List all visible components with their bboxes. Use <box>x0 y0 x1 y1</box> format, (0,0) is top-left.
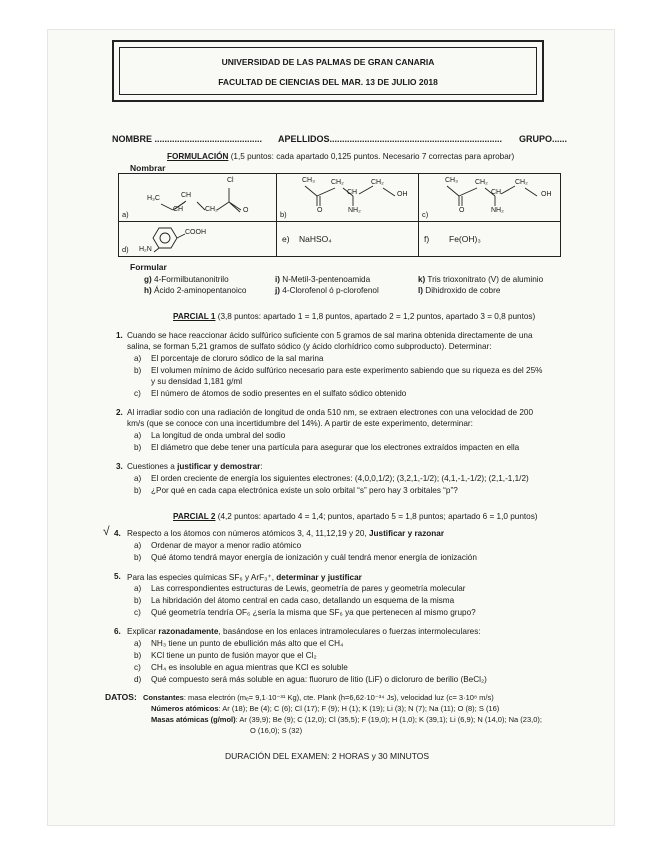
label-a: a) <box>122 210 129 219</box>
q1-b-line1: El volumen mínimo de ácido sulfúrico necesario para este experimento sabiendo que su riqueza es del 25% <box>151 366 543 375</box>
o-text-a: O <box>243 207 249 214</box>
constantes-label: Constantes <box>143 693 184 702</box>
formula-f: Fe(OH)₃ <box>449 234 481 244</box>
q6-stem <box>127 627 481 636</box>
datos-label: DATOS: <box>105 692 137 702</box>
q6-c: CH₄ es insoluble en agua mientras que KCl es soluble <box>151 663 348 672</box>
masas-text-2: O (16,0); S (32) <box>250 726 303 735</box>
q6-b: KCl tiene un punto de fusión mayor que el Cl₂ <box>151 651 317 660</box>
parcial1-title: PARCIAL 1 <box>173 312 216 321</box>
faculty-date: FACULTAD DE CIENCIAS DEL MAR. 13 DE JULIO 2018 <box>218 77 438 87</box>
label-b: b) <box>280 210 287 219</box>
item-h-id: h) <box>144 286 152 295</box>
formula-e: NaHSO₄ <box>299 234 332 244</box>
apellidos-field: APELLIDOS..................................................................... <box>278 134 503 144</box>
ch-text: CH <box>173 206 184 213</box>
exam-duration: DURACIÓN DEL EXAMEN: 2 HORAS y 30 MINUTOS <box>225 751 430 761</box>
q6-post: , basándose en los enlaces intramoleculares o fuerzas intermoleculares: <box>218 627 481 636</box>
q5-bold: determinar y justificar <box>276 573 362 582</box>
item-j-text: 4-Clorofenol ó p-clorofenol <box>282 286 379 295</box>
formulacion-title: FORMULACIÓN <box>167 152 229 161</box>
ch3-text-c: CH₃ <box>445 177 458 184</box>
q3-number: 3. <box>116 462 123 471</box>
cell-f <box>419 222 560 256</box>
masas-label: Masas atómicas (g/mol) <box>151 715 236 724</box>
q4-bold: Justificar y razonar <box>368 529 445 538</box>
q6-number: 6. <box>114 627 121 636</box>
q5-stem <box>127 572 362 582</box>
oh-text-b: OH <box>397 191 408 198</box>
nh2-text-b: NH₂ <box>348 207 361 214</box>
datos-numeros <box>151 704 499 713</box>
q4-number: 4. <box>114 529 121 538</box>
item-j-id: j) <box>275 286 281 295</box>
formulacion-desc: (1,5 puntos: cada apartado 0,125 puntos. Necesario 7 correctas para aprobar) <box>230 152 515 161</box>
ch3-text-b: CH₃ <box>302 177 315 184</box>
q1-a: El porcentaje de cloruro sódico de la sal marina <box>151 354 324 363</box>
formular-item-i <box>275 274 370 285</box>
formular-item-g <box>144 274 229 285</box>
university-name: UNIVERSIDAD DE LAS PALMAS DE GRAN CANARIA <box>221 57 435 67</box>
q2-number: 2. <box>116 408 123 417</box>
q1-c: El número de átomos de sodio presentes en el sulfato sódico obtenido <box>151 389 407 398</box>
ch-text-2: CH <box>181 192 192 199</box>
formular-item-k <box>418 274 543 285</box>
q2-a: La longitud de onda umbral del sodio <box>151 431 286 440</box>
formulacion-heading <box>167 151 514 162</box>
q5-c: Qué geometría tendría OF₆ ¿sería la misma que SF₆ ya que pertenecen al mismo grupo? <box>151 608 476 617</box>
q2-line1: Al irradiar sodio con una radiación de longitud de onda 510 nm, se extraen electrones con una velocidad de 200 <box>127 408 534 417</box>
nombre-field: NOMBRE ........................................... <box>112 134 263 144</box>
exam-header-box <box>112 40 544 102</box>
q6-pre: Explicar <box>127 627 159 636</box>
label-f: f) <box>424 234 430 244</box>
q1-line1: Cuando se hace reaccionar ácido sulfúrico suficiente con 5 gramos de sal marina obtenida directamente de una <box>127 331 533 340</box>
q6-a: NH₃ tiene un punto de ebullición más alto que el CH₄ <box>151 639 344 648</box>
cl-text: Cl <box>227 177 234 184</box>
h2n-text: H₂N <box>139 246 152 253</box>
o-text-c: O <box>459 207 465 214</box>
q4-a: Ordenar de mayor a menor radio atómico <box>151 541 302 550</box>
q3-a: El orden creciente de energía los siguientes electrones: (4,0,0,1/2); (3,2,1,-1/2); (4,1,-1,-1/2); (2,1,-1,1/2) <box>151 474 529 483</box>
item-g-id: g) <box>144 275 152 284</box>
structures-table <box>118 173 561 257</box>
nombrar-label: Nombrar <box>130 163 166 173</box>
label-d: d) <box>122 245 129 254</box>
nh2-text-c: NH₂ <box>491 207 504 214</box>
q3-post: : <box>260 462 263 471</box>
oh-text-c: OH <box>541 191 552 198</box>
q1-line2: salina, se forman 5,21 gramos de sulfato sódico (y ácido clorhídrico como subproducto). Determinar: <box>127 342 492 351</box>
formular-item-h <box>144 285 246 296</box>
q4-b: Qué átomo tendrá mayor energía de ionización y cuál tendrá menor energía de ionización <box>151 553 477 562</box>
label-c: c) <box>422 210 429 219</box>
q5-number: 5. <box>114 572 121 581</box>
q3-stem <box>127 462 263 471</box>
ch2-text-c2: CH₂ <box>515 179 528 186</box>
item-h-text: Ácido 2-aminopentanoico <box>154 286 247 295</box>
item-k-text: Tris trioxonitrato (V) de aluminio <box>427 275 544 284</box>
parcial1-heading <box>173 311 535 322</box>
q4-stem <box>127 529 444 538</box>
item-l-id: l) <box>418 286 424 295</box>
q1-b-line2: y su densidad 1,181 g/ml <box>151 377 243 386</box>
label-e: e) <box>282 234 290 244</box>
ch2-text-c: CH₂ <box>475 179 488 186</box>
q5-b: La hibridación del átomo central en cada caso, detallando un esquema de la misma <box>151 596 455 605</box>
q3-pre: Cuestiones a <box>127 462 178 471</box>
ch-text-c: CH <box>491 189 502 196</box>
q1-number: 1. <box>116 331 123 340</box>
grupo-field: GRUPO...... <box>519 134 568 144</box>
datos-constantes <box>143 693 494 702</box>
q6-d: Qué compuesto será más soluble en agua: fluoruro de litio (LiF) o dicloruro de berilio (BeCl₂) <box>151 675 487 684</box>
ch2-text-b2: CH₂ <box>371 179 384 186</box>
numeros-text: : Ar (18); Be (4); C (6); Cl (17); F (9); H (1); K (19); Li (3); N (7); Na (11); O (8); S (16) <box>218 704 500 713</box>
q5-a: Las correspondientes estructuras de Lewis, geometría de pares y geometría molecular <box>151 584 466 593</box>
item-l-text: Dihidroxido de cobre <box>425 286 501 295</box>
q6-bold: razonadamente <box>158 627 219 636</box>
masas-text-1: : Ar (39,9); Be (9); C (12,0); Cl (35,5); F (19,0); H (1,0); K (39,1); Li (6,9); N (14,0); Na (23,0); <box>235 715 542 724</box>
q4-pre: Respecto a los átomos con números atómicos 3, 4, 11,12,19 y 20, <box>127 529 369 538</box>
datos-masas <box>151 715 542 724</box>
q2-b: El diámetro que debe tener una partícula para asegurar que los electrones extraídos impacten en ella <box>151 443 520 452</box>
ch-text-b: CH <box>347 189 358 196</box>
formular-item-l <box>418 285 500 296</box>
parcial2-title: PARCIAL 2 <box>173 512 216 521</box>
ch2-text: CH₂ <box>205 206 218 213</box>
formular-label: Formular <box>130 262 167 272</box>
q2-line2: km/s (que se conoce con una incertidumbre del 14%). A partir de este experimento, determinar: <box>127 419 473 428</box>
numeros-label: Números atómicos <box>151 704 219 713</box>
h3c-text: H₃C <box>147 195 160 202</box>
q3-bold: justificar y demostrar <box>177 462 261 471</box>
item-k-id: k) <box>418 275 426 284</box>
parcial2-heading <box>173 511 538 522</box>
q5-pre: Para las especies químicas SF₆ y ArF₃⁺, <box>127 573 277 582</box>
handwritten-check-mark: √ <box>103 524 110 538</box>
parcial2-desc: (4,2 puntos: apartado 4 = 1,4; puntos, apartado 5 = 1,8 puntos; apartado 6 = 1,0 puntos) <box>217 512 538 521</box>
parcial1-desc: (3,8 puntos: apartado 1 = 1,8 puntos, apartado 2 = 1,2 puntos, apartado 3 = 0,8 puntos) <box>217 312 536 321</box>
item-i-id: i) <box>275 275 281 284</box>
item-g-text: 4-Formilbutanonitrilo <box>154 275 229 284</box>
o-text-b: O <box>317 207 323 214</box>
ch2-text-b: CH₂ <box>331 179 344 186</box>
item-i-text: N-Metil-3-pentenoamida <box>282 275 371 284</box>
formular-item-j <box>275 285 379 296</box>
constantes-text: : masa electrón (mₑ= 9,1·10⁻³¹ Kg), cte. Plank (h=6,62·10⁻³⁴ Js), velocidad luz (c= 3·10⁸ m/s) <box>183 693 494 702</box>
q3-b: ¿Por qué en cada capa electrónica existe un solo orbital “s” pero hay 3 orbitales “p”? <box>151 486 458 495</box>
cooh-text: COOH <box>185 229 206 236</box>
